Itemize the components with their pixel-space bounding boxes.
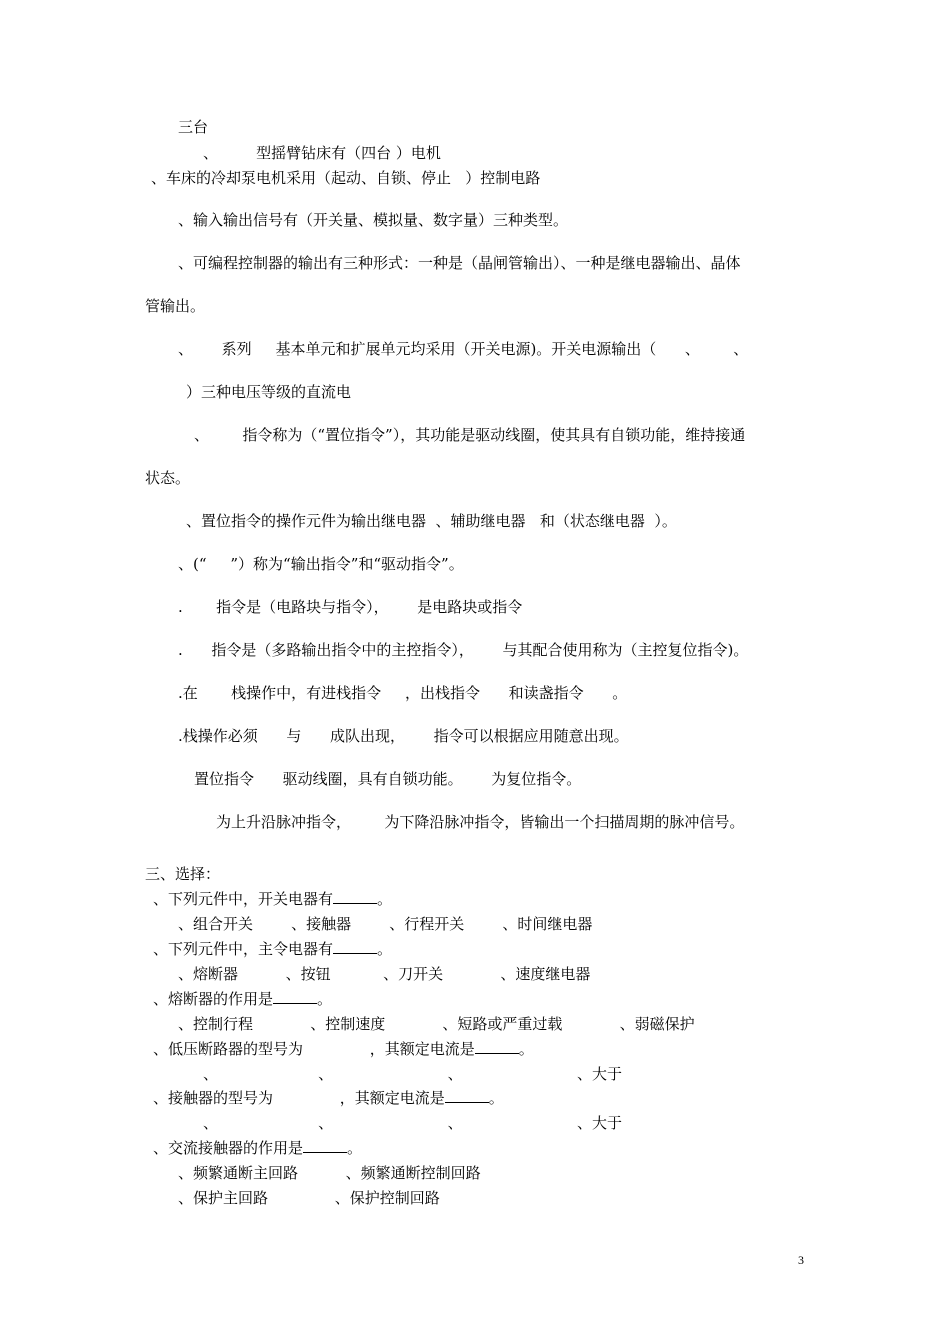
question-5-end: 。	[488, 1089, 504, 1107]
answer-blank	[333, 939, 377, 954]
fill-line-6: 管输出。	[145, 297, 206, 315]
question-4-text: 、低压断路器的型号为 ，其额定电流是	[153, 1040, 475, 1058]
section-heading-choice: 三、选择：	[145, 865, 221, 883]
fill-line-4: 、输入输出信号有（开关量、模拟量、数字量）三种类型。	[178, 211, 569, 229]
fill-line-3: 、车床的冷却泵电机采用（起动、自锁、停止 ）控制电路	[151, 169, 541, 187]
question-5-options: 、 、 、 、大于	[203, 1114, 622, 1132]
question-3-end: 。	[317, 990, 333, 1008]
fill-line-8: ）三种电压等级的直流电	[186, 383, 352, 401]
question-3-text: 、熔断器的作用是	[153, 990, 274, 1008]
question-1-text: 、下列元件中，开关电器有	[153, 890, 334, 908]
fill-line-15: .在 栈操作中，有进栈指令 ，出栈指令 和读盏指令 。	[178, 684, 628, 702]
question-3-options: 、控制行程 、控制速度 、短路或严重过载 、弱磁保护	[178, 1015, 695, 1033]
question-4-end: 。	[518, 1040, 534, 1058]
page-number: 3	[798, 1253, 804, 1267]
question-4	[153, 1039, 534, 1059]
question-6-options-b: 、保护主回路 、保护控制回路	[178, 1189, 440, 1207]
question-3	[153, 989, 332, 1009]
answer-blank	[303, 1138, 347, 1153]
question-2-text: 、下列元件中，主令电器有	[153, 940, 334, 958]
fill-line-9: 、 指令称为（“置位指令”），其功能是驱动线圈，使其具有自锁功能，维持接通	[194, 426, 746, 444]
answer-blank	[475, 1039, 519, 1054]
question-4-options: 、 、 、 、大于	[203, 1065, 622, 1083]
question-1	[153, 889, 392, 909]
question-2	[153, 939, 392, 959]
fill-line-1: 三台	[178, 118, 209, 136]
question-2-end: 。	[377, 940, 393, 958]
fill-line-17: 置位指令 驱动线圈，具有自锁功能。 为复位指令。	[194, 770, 582, 788]
answer-blank	[273, 989, 317, 1004]
question-1-end: 。	[377, 890, 393, 908]
question-5-text: 、接触器的型号为 ，其额定电流是	[153, 1089, 445, 1107]
question-6-end: 。	[347, 1139, 363, 1157]
question-2-options: 、熔断器 、按钮 、刀开关 、速度继电器	[178, 965, 591, 983]
fill-line-14: . 指令是（多路输出指令中的主控指令）， 与其配合使用称为（主控复位指令)。	[178, 641, 749, 659]
answer-blank	[333, 889, 377, 904]
question-6-options-a: 、频繁通断主回路 、频繁通断控制回路	[178, 1164, 481, 1182]
fill-line-18: 为上升沿脉冲指令， 为下降沿脉冲指令，皆输出一个扫描周期的脉冲信号。	[216, 813, 745, 831]
fill-line-5: 、可编程控制器的输出有三种形式：一种是（晶闸管输出）、一种是继电器输出、晶体	[178, 254, 741, 272]
fill-line-7: 、 系列 基本单元和扩展单元均采用（开关电源)。开关电源输出（ 、 、	[178, 340, 749, 358]
fill-line-11: 、置位指令的操作元件为输出继电器 、辅助继电器 和（状态继电器 ）。	[186, 512, 677, 530]
question-6	[153, 1138, 362, 1158]
question-5	[153, 1088, 504, 1108]
question-6-text: 、交流接触器的作用是	[153, 1139, 304, 1157]
fill-line-10: 状态。	[145, 469, 191, 487]
fill-line-13: . 指令是（电路块与指令）， 是电路块或指令	[178, 598, 523, 616]
answer-blank	[445, 1088, 489, 1103]
fill-line-16: .栈操作必须 与 成队出现， 指令可以根据应用随意出现。	[178, 727, 629, 745]
fill-line-12: 、(“ ”）称为“输出指令”和“驱动指令”。	[178, 555, 464, 573]
question-1-options: 、组合开关 、接触器 、行程开关 、时间继电器	[178, 915, 593, 933]
fill-line-2: 、 型摇臂钻床有（四台 ）电机	[203, 144, 441, 162]
